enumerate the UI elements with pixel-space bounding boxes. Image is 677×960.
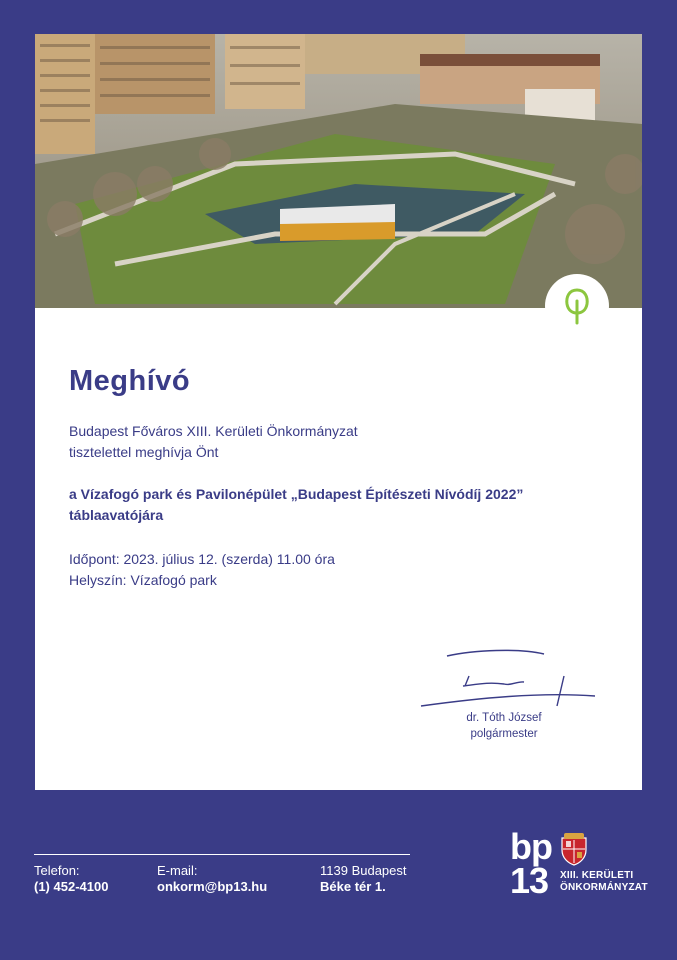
- host-line-2: tisztelettel meghívja Önt: [69, 444, 219, 460]
- logo-line-2: ÖNKORMÁNYZAT: [560, 882, 648, 893]
- event-details: [69, 549, 335, 591]
- footer-email: [157, 863, 267, 895]
- event-place: Helyszín: Vízafogó park: [69, 572, 217, 588]
- tree-badge: [545, 274, 609, 338]
- footer-divider: [34, 854, 410, 855]
- email-label: E-mail:: [157, 863, 198, 878]
- logo-text: [560, 870, 648, 894]
- invitation-card: [35, 34, 642, 790]
- event-line-1: a Vízafogó park és Pavilonépület „Budapest Építészeti Nívódíj 2022”: [69, 486, 524, 502]
- event-time: Időpont: 2023. július 12. (szerda) 11.00 óra: [69, 551, 335, 567]
- logo-bp: bp: [510, 826, 552, 867]
- district-logo: [510, 826, 650, 910]
- address-line-2: Béke tér 1.: [320, 879, 386, 894]
- signer-block: [419, 710, 589, 742]
- page-title: Meghívó: [69, 365, 191, 397]
- logo-line-1: XIII. KERÜLETI: [560, 870, 634, 881]
- host-text: [69, 421, 358, 463]
- signature-image: [419, 646, 599, 716]
- crest-icon: [560, 832, 588, 866]
- phone-value: (1) 452-4100: [34, 879, 109, 894]
- logo-13: 13: [510, 860, 549, 901]
- host-line-1: Budapest Főváros XIII. Kerületi Önkormányzat: [69, 423, 358, 439]
- phone-label: Telefon:: [34, 863, 80, 878]
- signer-role: polgármester: [470, 728, 538, 740]
- footer-phone: [34, 863, 108, 895]
- aerial-park-photo: [35, 34, 642, 308]
- email-value[interactable]: onkorm@bp13.hu: [157, 879, 268, 894]
- address-line-1: 1139 Budapest: [320, 863, 407, 878]
- signer-name: dr. Tóth József: [466, 712, 542, 724]
- event-text: [69, 484, 523, 526]
- footer-address: [320, 863, 407, 895]
- tree-icon: [562, 287, 592, 325]
- event-line-2: táblaavatójára: [69, 507, 164, 523]
